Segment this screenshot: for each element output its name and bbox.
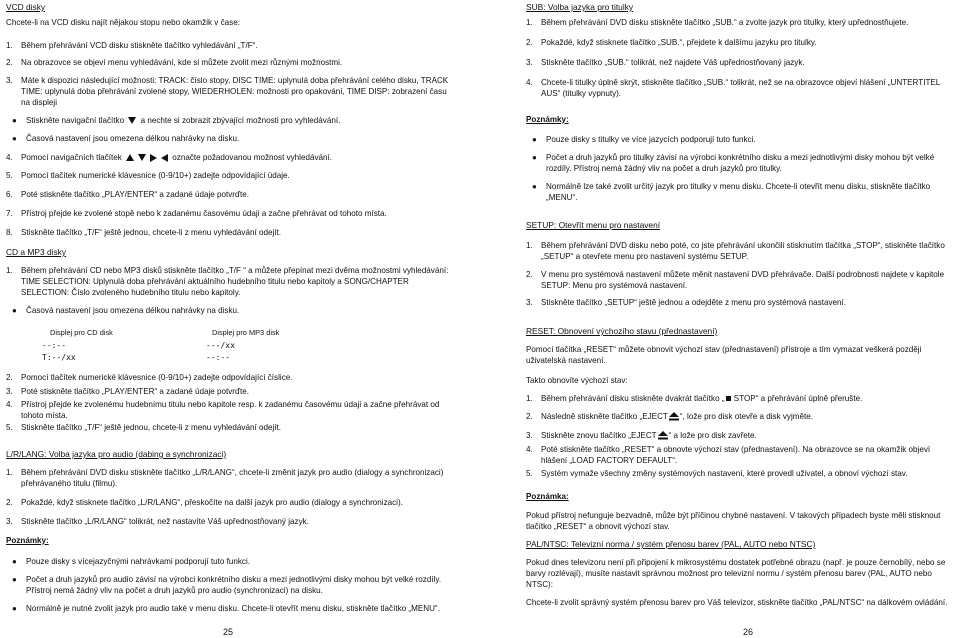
- sub-step-3: 3. Stiskněte tlačítko „SUB.“ tolikrát, než najdete Váš upřednostňovaný jazyk.: [526, 58, 805, 67]
- notes-heading: Poznámky:: [6, 536, 49, 545]
- vcd-step-4: 4. Pomocí navigačních tlačítek označte požadovanou možnost vyhledávání.: [6, 153, 333, 162]
- down-arrow-icon: [128, 117, 136, 124]
- page-number-left: 25: [223, 627, 234, 637]
- reset-note-heading: Poznámka:: [526, 492, 569, 501]
- note-2: ● Počet a druh jazyků pro audio závisí na výrobci konkrétního disku a mezi jednotlivými disky mohou být velké rozdíly. Přístroj nemá žádný vliv na počet a druh jazyků pro audio (synchronizaci) na disku.: [12, 575, 442, 595]
- mp3-bullet: ● Časová nastavení jsou omezena délkou nahrávky na disku.: [12, 306, 240, 315]
- heading-reset: RESET: Obnovení výchozího stavu (přednastavení): [526, 326, 718, 336]
- reset-step-3: 3. Stiskněte znovu tlačítko „EJECT “ a lože pro disk zavřete.: [526, 431, 757, 440]
- mp3-display-time: --:--: [206, 353, 231, 362]
- reset-step-4: 4. Poté stiskněte tlačítko „RESET“ a obnovte výchozí stav (přednastavení). Na obrazovce se na okamžik objeví hlášení „LOAD FACTORY DEFAULT“.: [526, 445, 931, 465]
- pal-paragraph-1: Pokud dnes televizoru není při připojení k mikrosystému dostatek potřebné obrazu (např. je pouze černobílý, nebo se barvy rozlévají), musíte nastavit správnou možnost pro televizní normu / systém přenosu barev (PAL, AUTO nebo NTSC):: [526, 558, 946, 589]
- vcd-step-6: 6. Poté stiskněte tlačítko „PLAY/ENTER“ a zadané údaje potvrďte.: [6, 190, 249, 199]
- mp3-step-1: 1. Během přehrávání CD nebo MP3 disků stiskněte tlačítko „T/F “ a můžete přepínat mezi dvěma možnostmi vyhledávání: TIME SELECTION: Uplynulá doba přehrávání aktuálního hudebního titulu nebo kapitoly a SONG/CHAPTER SELECTION: Číslo zvoleného hudebního titulu nebo kapitoly.: [6, 266, 449, 297]
- note-3: ● Normálně je nutné zvolit jazyk pro audio také v menu disku. Chcete-li otevřít menu disku, stiskněte tlačítko „MENU“.: [12, 604, 440, 613]
- eject-icon: [658, 431, 668, 440]
- sub-note-3: ● Normálně lze také zvolit určitý jazyk pro titulky v menu disku. Chcete-li otevřít menu disku, stiskněte tlačítko „MENU“.: [532, 182, 931, 202]
- reset-step-1: 1. Během přehrávání disku stiskněte dvakrát tlačítko „ STOP“ a přehrávání úplně přerušte.: [526, 394, 863, 403]
- vcd-step-8: 8. Stiskněte tlačítko „T/F“ ještě jednou, chcete-li z menu vyhledávání odejít.: [6, 228, 282, 237]
- sub-note-2: ● Počet a druh jazyků pro titulky závisí na výrobci konkrétního disku a mezi jednotlivými disky mohou být velké rozdíly. Přístroj nemá žádný vliv na počet a druh jazyků pro titulky.: [532, 153, 935, 173]
- vcd-bullet-1: ● Stiskněte navigační tlačítko a nechte si zobrazit zbývající možnosti pro vyhledávání.: [12, 116, 341, 125]
- reset-step-5: 5. Systém vymaže všechny změny systémových nastavení, které provedl uživatel, a obnoví výchozí stav.: [526, 469, 908, 478]
- cd-display-time: --:--: [42, 341, 67, 350]
- vcd-step-2: 2. Na obrazovce se objeví menu vyhledávání, kde si můžete zvolit mezi různými možnostmi.: [6, 58, 343, 67]
- up-arrow-icon: [126, 154, 134, 161]
- heading-pal: PAL/NTSC: Televizní norma / systém přenosu barev (PAL, AUTO nebo NTSC): [526, 539, 816, 549]
- sub-step-4: 4. Chcete-li titulky úplně skrýt, stiskněte tlačítko „SUB.“ tolikrát, než se na obrazovce objeví hlášení „UNTERTITEL AUS“ (titulky vypnuty).: [526, 78, 940, 98]
- note-1: ● Pouze disky s vícejazyčnými nahrávkami podporují tuto funkci.: [12, 557, 251, 566]
- sub-step-2: 2. Pokaždé, když stisknete tlačítko „SUB.“, přejdete k dalšímu jazyku pro titulky.: [526, 38, 817, 47]
- right-arrow-icon: [150, 154, 157, 162]
- vcd-step-7: 7. Přístroj přejde ke zvolené stopě nebo k zadanému časovému údaji a začne přehrávat od tohoto místa.: [6, 209, 387, 218]
- heading-mp3: CD a MP3 disky: [6, 247, 67, 257]
- setup-step-1: 1. Během přehrávání DVD disku nebo poté, co jste přehrávání ukončili stisknutím tlačítka „STOP“, stiskněte tlačítko „SETUP“ a otevřete menu pro nastavení systému SETUP.: [526, 241, 945, 261]
- sub-notes-heading: Poznámky:: [526, 115, 569, 124]
- sub-step-1: 1. Během přehrávání DVD disku stiskněte tlačítko „SUB.“ a zvolte jazyk pro titulky, který upřednostňujete.: [526, 18, 909, 27]
- vcd-step-1: 1. Během přehrávání VCD disku stiskněte tlačítko vyhledávání „T/F“.: [6, 41, 258, 50]
- vcd-bullet-2: ● Časová nastavení jsou omezena délkou nahrávky na disku.: [12, 134, 240, 143]
- mp3-step-5: 5. Stiskněte tlačítko „T/F“ ještě jednou, chcete-li z menu vyhledávání odejít.: [6, 423, 282, 432]
- col2-header: Displej pro MP3 disk: [212, 328, 280, 337]
- pal-paragraph-2: Chcete-li zvolit správný systém přenosu barev pro Váš televizor, stiskněte tlačítko „PAL/NTSC“ na dálkovém ovládání.: [526, 598, 948, 607]
- heading-setup: SETUP: Otevřít menu pro nastavení: [526, 220, 661, 230]
- cd-display-track: T:--/xx: [42, 353, 76, 362]
- heading-vcd: VCD disky: [6, 2, 46, 12]
- sub-note-1: ● Pouze disky s titulky ve více jazycích podporují tuto funkci.: [532, 135, 756, 144]
- lr-step-3: 3. Stiskněte tlačítko „L/R/LANG“ tolikrát, než nastavíte Váš upřednostňovaný jazyk.: [6, 517, 309, 526]
- lr-step-2: 2. Pokaždé, když stisknete tlačítko „L/R/LANG“, přeskočíte na další jazyk pro audio (dialogy a synchronizaci).: [6, 498, 403, 507]
- reset-intro: Pomocí tlačítka „RESET“ můžete obnovit výchozí stav (přednastavení) přístroje a tím vymazat veškerá později uživatelská nastavení.: [526, 345, 922, 365]
- down-arrow-icon: [138, 154, 146, 161]
- vcd-step-3: 3. Máte k dispozici následující možnosti: TRACK: číslo stopy, DISC TIME: uplynulá doba přehrávání celého disku, TRACK TIME: uplynulá doba přehrávání zvolené stopy, WIEDERHOLEN: možnosti pro opakování, TIME DISP: zobrazení času na displeji: [6, 76, 449, 107]
- display-table: [36, 327, 356, 367]
- intro-vcd: Chcete-li na VCD disku najít nějakou stopu nebo okamžik v čase:: [6, 18, 240, 27]
- left-arrow-icon: [161, 154, 168, 162]
- vcd-step-5: 5. Pomocí tlačítek numerické klávesnice (0-9/10+) zadejte odpovídající údaje.: [6, 171, 290, 180]
- mp3-step-4: 4. Přístroj přejde ke zvolenému hudebnímu titulu nebo kapitole resp. k zadanému časovému údaji a začne přehrávat od tohoto místa.: [6, 400, 440, 420]
- reset-step-2: 2. Následně stiskněte tlačítko „EJECT “, lože pro disk otevře a disk vyjměte.: [526, 412, 814, 421]
- lr-step-1: 1. Během přehrávání DVD disku stiskněte tlačítko „L/R/LANG“, chcete-li změnit jazyk pro audio (dialogy a synchronizaci) přehrávaného titulu (filmu).: [6, 468, 444, 488]
- mp3-step-3: 3. Poté stiskněte tlačítko „PLAY/ENTER“ a zadané údaje potvrďte.: [6, 387, 249, 396]
- stop-square-icon: [726, 396, 731, 401]
- setup-step-2: 2. V menu pro systémová nastavení můžete měnit nastavení DVD přehrávače. Další podrobnosti najdete v kapitole SETUP: Menu pro systémová nastavení.: [526, 270, 945, 290]
- page-number-right: 26: [743, 627, 754, 637]
- eject-icon: [669, 412, 679, 421]
- reset-how: Takto obnovíte výchozí stav:: [526, 376, 628, 385]
- col1-header: Displej pro CD disk: [50, 328, 113, 337]
- heading-lr: L/R/LANG: Volba jazyka pro audio (dabing a synchronizaci): [6, 449, 227, 459]
- setup-step-3: 3. Stiskněte tlačítko „SETUP“ ještě jednou a odejděte z menu pro systémová nastavení.: [526, 298, 847, 307]
- mp3-step-2: 2. Pomocí tlačítek numerické klávesnice (0-9/10+) zadejte odpovídající číslice.: [6, 373, 293, 382]
- reset-note: Pokud přístroj nefunguje bezvadně, může být příčinou chybné nastavení. V takových případech byste měli stisknout tlačítko „RESET“ a obnovit výchozí stav.: [526, 511, 941, 531]
- heading-sub: SUB: Volba jazyka pro titulky: [526, 2, 634, 12]
- mp3-display-track: ---/xx: [206, 341, 235, 350]
